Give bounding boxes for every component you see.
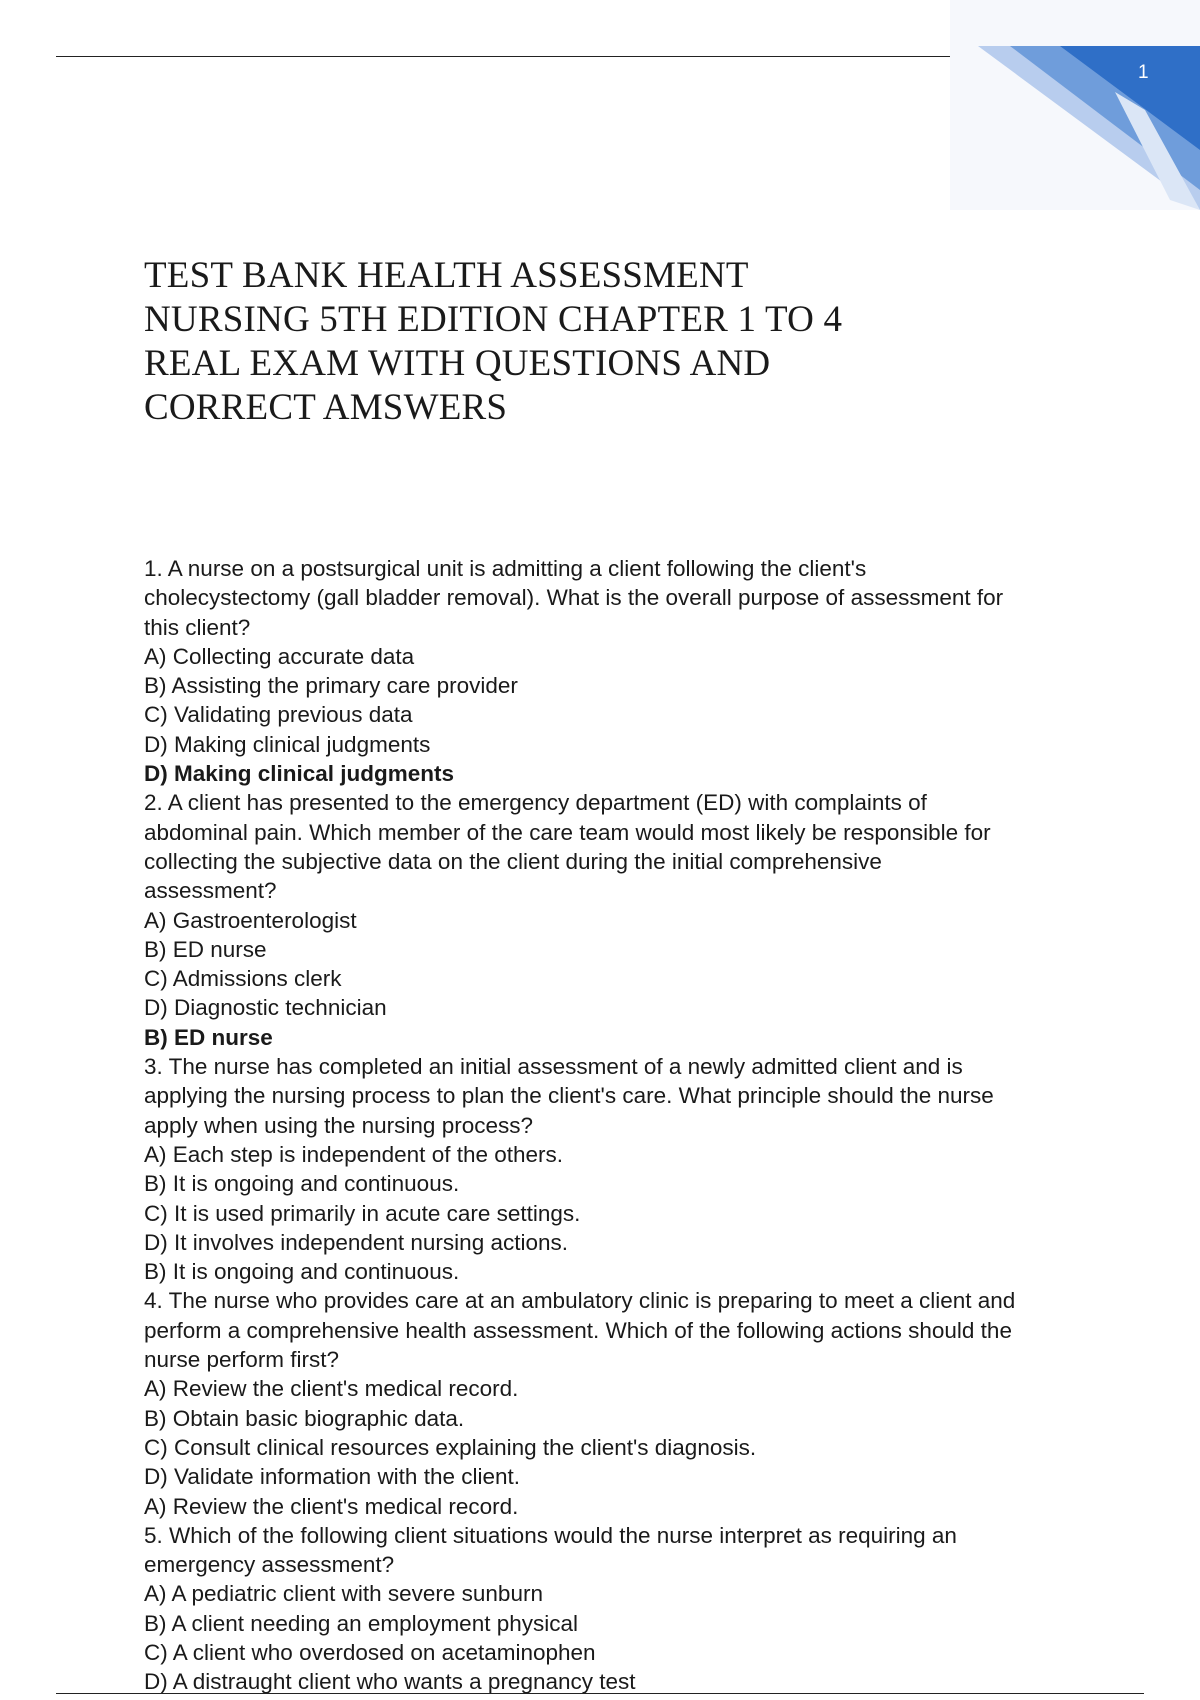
answer-option: B) ED nurse	[144, 936, 267, 962]
answer-option: B) Obtain basic biographic data.	[144, 1405, 465, 1431]
question-stem-line: nurse perform first?	[144, 1347, 340, 1373]
answer-option: D) Making clinical judgments	[144, 731, 431, 757]
title-line: CORRECT AMSWERS	[144, 387, 508, 428]
question-stem-line: 1. A nurse on a postsurgical unit is admitting a client following the client's	[144, 556, 867, 581]
answer-option: A) Collecting accurate data	[144, 643, 415, 669]
answer-option: C) Admissions clerk	[144, 966, 342, 992]
question-stem-line: applying the nursing process to plan the client's care. What principle should the nurse	[144, 1083, 994, 1109]
correct-answer: D) Making clinical judgments	[144, 761, 455, 787]
question-stem-line: cholecystectomy (gall bladder removal). What is the overall purpose of assessment for	[144, 585, 1004, 611]
question-stem-line: collecting the subjective data on the client during the initial comprehensive	[144, 848, 882, 874]
question-stem-line: this client?	[144, 614, 251, 640]
question-stem-line: 5. Which of the following client situations would the nurse interpret as requiring an	[144, 1522, 957, 1548]
page-number: 1	[1138, 62, 1149, 83]
question-list	[144, 554, 1084, 1697]
answer-option: D) Validate information with the client.	[144, 1464, 521, 1490]
answer-option: C) It is used primarily in acute care settings.	[144, 1200, 581, 1226]
header-rule	[56, 56, 960, 57]
question-3	[144, 1052, 1084, 1286]
correct-answer: B) ED nurse	[144, 1024, 273, 1050]
question-1	[144, 554, 1084, 788]
question-stem-line: 4. The nurse who provides care at an ambulatory clinic is preparing to meet a client and	[144, 1288, 1016, 1314]
title-line: TEST BANK HEALTH ASSESSMENT	[144, 255, 749, 296]
question-stem-line: perform a comprehensive health assessment. Which of the following actions should the	[144, 1317, 1012, 1343]
answer-option: A) Review the client's medical record.	[144, 1376, 519, 1402]
title-line: NURSING 5TH EDITION CHAPTER 1 TO 4	[144, 299, 843, 340]
answer-option: B) Assisting the primary care provider	[144, 673, 518, 699]
footer-rule	[56, 1693, 1144, 1694]
question-stem-line: 2. A client has presented to the emergency department (ED) with complaints of	[144, 790, 927, 816]
answer-option: C) A client who overdosed on acetaminophen	[144, 1639, 596, 1665]
answer-option: D) It involves independent nursing actions.	[144, 1229, 568, 1255]
answer-option: D) Diagnostic technician	[144, 995, 387, 1021]
document-title	[144, 254, 964, 430]
question-stem-line: apply when using the nursing process?	[144, 1112, 533, 1138]
answer-option: A) Each step is independent of the others.	[144, 1141, 564, 1167]
question-stem-line: emergency assessment?	[144, 1552, 395, 1578]
answer-option: B) A client needing an employment physical	[144, 1610, 579, 1636]
answer-option: A) A pediatric client with severe sunburn	[144, 1581, 543, 1607]
answer-option: D) A distraught client who wants a pregnancy test	[144, 1669, 636, 1695]
answer-option: B) It is ongoing and continuous.	[144, 1171, 460, 1197]
title-line: REAL EXAM WITH QUESTIONS AND	[144, 343, 771, 384]
answer-option: A) Gastroenterologist	[144, 907, 357, 933]
question-4	[144, 1286, 1084, 1520]
answer-option: C) Validating previous data	[144, 702, 413, 728]
question-2	[144, 788, 1084, 1052]
correct-answer: A) Review the client's medical record.	[144, 1493, 519, 1519]
question-stem-line: abdominal pain. Which member of the care team would most likely be responsible for	[144, 819, 991, 845]
corner-decoration	[940, 0, 1200, 210]
question-stem-line: assessment?	[144, 878, 277, 904]
correct-answer: B) It is ongoing and continuous.	[144, 1259, 460, 1285]
question-5	[144, 1521, 1084, 1697]
question-stem-line: 3. The nurse has completed an initial assessment of a newly admitted client and is	[144, 1054, 963, 1080]
answer-option: C) Consult clinical resources explaining the client's diagnosis.	[144, 1434, 757, 1460]
